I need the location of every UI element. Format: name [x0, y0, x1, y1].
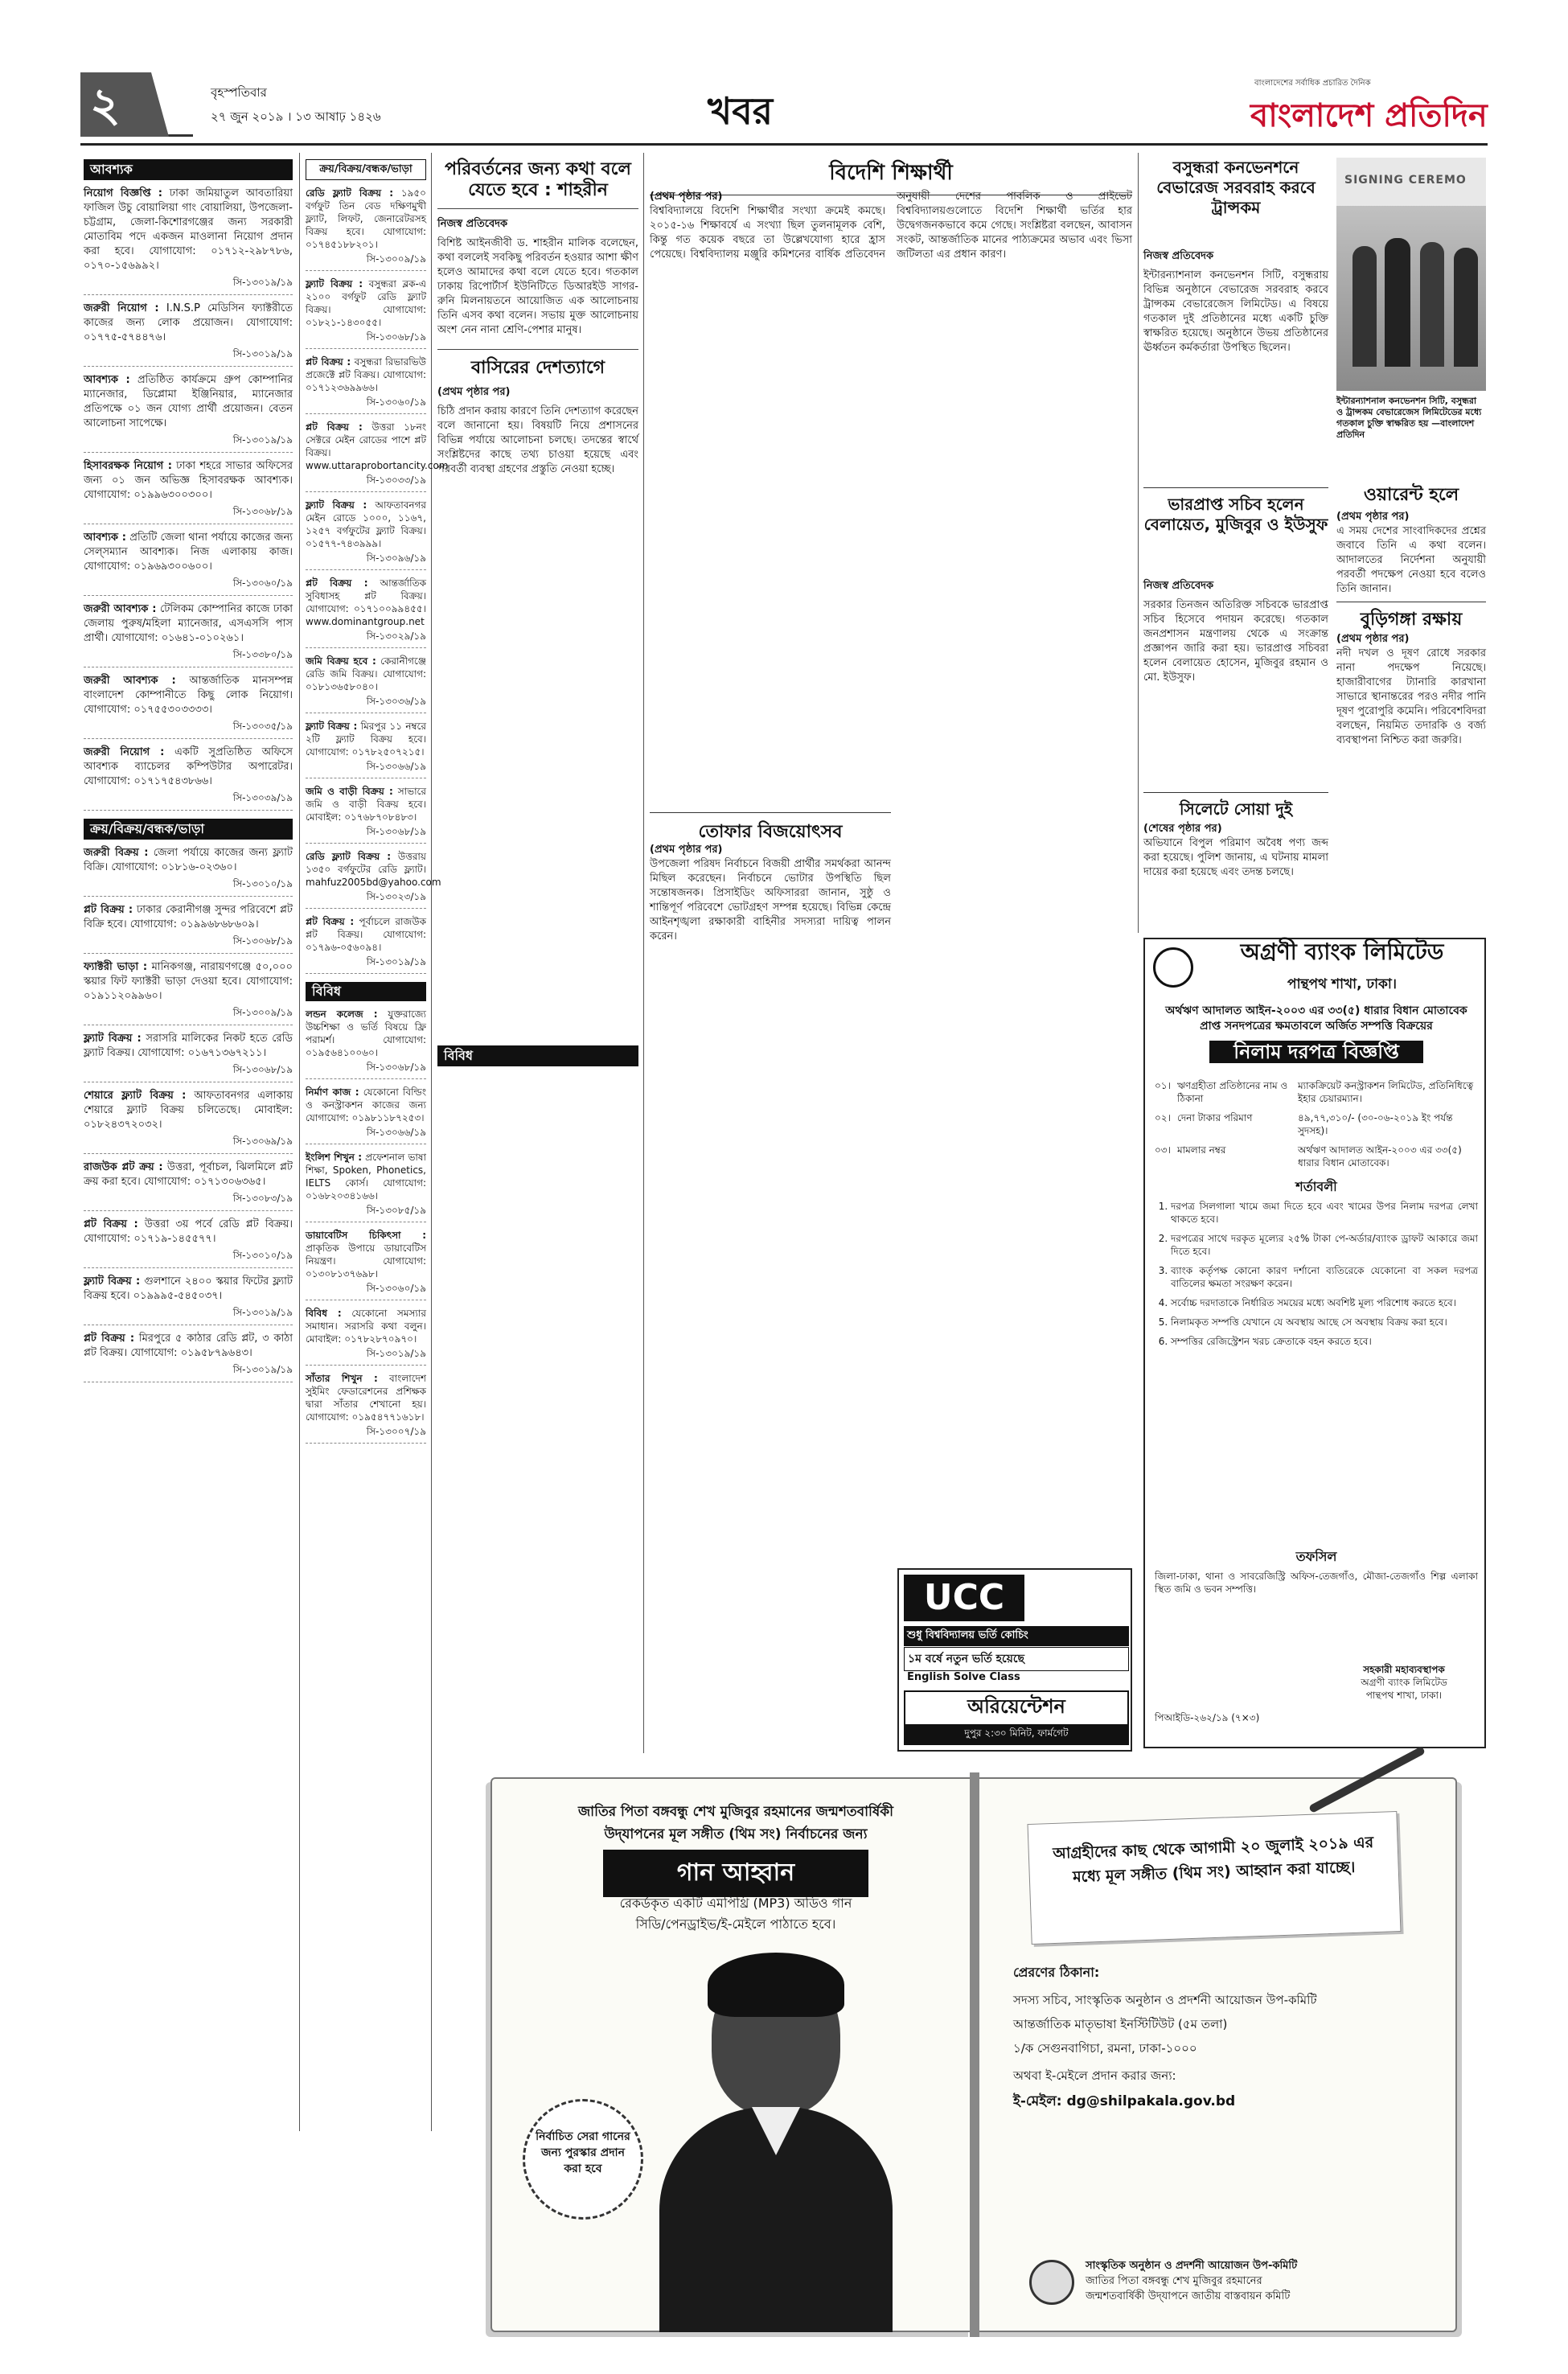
- classified-text: উত্তরা ১৮নং সেক্টরে মেইন রোডের পাশে প্লট বিক্রয়। www.uttaraprobortancity.com: [306, 421, 449, 471]
- classified-ad: [306, 277, 426, 349]
- classified-text: মিরপুরে ৫ কাঠার রেডি প্লট, ৩ কাঠা প্লট বিক্রয়। যোগাযোগ: ০১৯৫৮৭৯৬৪৩।: [84, 1333, 293, 1359]
- article-byline: (প্রথম পৃষ্ঠার পর): [437, 386, 511, 399]
- address-line: ১/ক সেগুনবাগিচা, রমনা, ঢাকা-১০০০: [1013, 2041, 1197, 2056]
- section-heading: আবশ্যক: [84, 159, 293, 180]
- classified-title: প্লট বিক্রয় :: [306, 916, 355, 927]
- conditions-list: [1171, 1200, 1478, 1354]
- classified-title: প্লট বিক্রয় :: [84, 904, 133, 916]
- paper-tagline: বাংলাদেশের সর্বাধিক প্রচারিত দৈনিক: [1254, 79, 1371, 88]
- classified-ref: সি-১৩০১৯/১৯: [232, 277, 293, 288]
- classified-text: প্রতিষ্ঠিত কার্যক্রমে গ্রুপ কোম্পানির ম্যানেজার, ডিপ্লোমা ইঞ্জিনিয়ার, ম্যানেজার প্রতিপক্ষে ০১ জন যোগ্য প্রার্থী প্রয়োজন। বেতন আলোচনা সাপেক্ষে।: [84, 374, 293, 429]
- classified-ref: সি-১৩০৮৩/১৯: [232, 1193, 293, 1204]
- article-byline: নিজস্ব প্রতিবেদক: [1143, 580, 1214, 592]
- classified-text: যেকোনো বিল্ডিং ও কনস্ট্রাকশন কাজের জন্য যোগাযোগ: ০১৯৮১১৮৭২৫৩।: [306, 1086, 426, 1123]
- classified-title: সাঁতার শিখুন :: [306, 1373, 378, 1384]
- classified-title: প্লট বিক্রয় :: [306, 577, 368, 589]
- classified-title: ডায়াবেটিস চিকিৎসা :: [306, 1230, 426, 1241]
- classified-ref: সি-১৩০৬৬/১৯: [366, 761, 426, 772]
- agrani-bank-notice: [1143, 938, 1486, 1748]
- classified-ad: [306, 655, 426, 713]
- ad-banner: গান আহ্বান: [603, 1850, 868, 1897]
- condition-item: 5. নিলামকৃত সম্পত্তি যেখানে যে অবস্থায় আছে সে অবস্থায় বিক্রয় করা হবে।: [1171, 1316, 1478, 1329]
- theme-song-advertisement: [466, 1761, 1486, 2356]
- ucc-line: অরিয়েন্টেশন: [904, 1690, 1129, 1726]
- classified-ad: [84, 903, 293, 954]
- classified-title: শেয়ারে ফ্ল্যাট বিক্রয় :: [84, 1090, 187, 1102]
- classified-list: [306, 1008, 426, 1444]
- classified-text: বসুন্ধরা ব্লক-এ ২১০০ বর্গফুট রেডি ফ্ল্যাট বিক্রয়। যোগাযোগ: ০১৮২১-১৪৩০৫৫।: [306, 278, 426, 328]
- classified-title: জরুরী নিয়োগ :: [84, 302, 159, 314]
- notice-subtitle: অর্থঋণ আদালত আইন-২০০৩ এর ৩৩(৫) ধারার বিধান মোতাবেক প্রাপ্ত সনদপত্রের ক্ষমতাবলে অর্জিত সম্পত্তি বিক্রয়ের: [1165, 1004, 1467, 1033]
- classified-ref: সি-১৩০০৭/১৯: [366, 1426, 426, 1437]
- classified-ad: [306, 1372, 426, 1444]
- classified-ad: [84, 1089, 293, 1154]
- classified-text: আফতাবনগর এলাকায় শেয়ারে ফ্ল্যাট বিক্রয় চলিতেছে। মোবাইল: ০১৮২৪৩৭২০৩২।: [84, 1090, 293, 1131]
- classified-ref: সি-১৩৩৮০/১৯: [232, 649, 293, 660]
- article-headline: ভারপ্রাপ্ত সচিব হলেন বেলায়েত, মুজিবুর ও ইউসুফ: [1143, 487, 1328, 535]
- classified-ad: [84, 302, 293, 367]
- classified-title: প্লট বিক্রয় :: [84, 1218, 138, 1230]
- award-badge: নির্বাচিত সেরা গানের জন্য পুরস্কার প্রদান করা হবে: [523, 2099, 643, 2220]
- classified-text: প্রতিটি জেলা থানা পর্যায়ে কাজের জন্য সেল্‌সম্যান আবশ্যক। নিজ এলাকায় কাজ। যোগাযোগ: ০১৯৬৯৩০০৬০০।: [84, 532, 293, 573]
- classified-text: সাভারে জমি ও বাড়ী বিক্রয় হবে। মোবাইল: ০১৭৬৮৭০৮৪৮৩।: [306, 786, 426, 823]
- classified-ad: [84, 674, 293, 739]
- classified-ref: সি-১৩০৬৮/১৯: [232, 935, 293, 947]
- classified-text: যুক্তরাজ্যে উচ্চশিক্ষা ও ভর্তি বিষয়ে ফ্রি পরামর্শ। যোগাযোগ: ০১৯৫৬৪১০০৬০।: [306, 1008, 426, 1058]
- classified-title: জমি বিক্রয় হবে :: [306, 655, 376, 667]
- section-heading: ক্রয়/বিক্রয়/বন্ধক/ভাড়া: [306, 159, 426, 180]
- masthead-rule: [80, 143, 1488, 146]
- masthead: [0, 0, 1568, 153]
- article-byline: (প্রথম পৃষ্ঠার পর): [1336, 511, 1410, 523]
- election-article-cont: [897, 843, 1132, 1567]
- classified-title: নির্মাণ কাজ :: [306, 1086, 359, 1098]
- article-byline: (প্রথম পৃষ্ঠার পর): [650, 191, 723, 203]
- classified-text: একটি সুপ্রতিষ্ঠিত অফিসে আবশ্যক ব্যাচেলর কম্পিউটার অপারেটর। যোগাযোগ: ০১৭১৭৫৪৩৮৬৬।: [84, 746, 293, 787]
- classified-title: রেডি ফ্ল্যাট বিক্রয় :: [306, 851, 392, 862]
- condition-item: 4. সর্বোচ্চ দরদাতাকে নির্ধারিত সময়ের মধ্যে অবশিষ্ট মূল্য পরিশোধ করতে হবে।: [1171, 1296, 1478, 1309]
- bank-name: অগ্রণী ব্যাংক লিমিটেড: [1240, 939, 1444, 965]
- schedule-text: জিলা-ঢাকা, থানা ও সাবরেজিস্ট্রি অফিস-তেজগাঁও, মৌজা-তেজগাঁও শিল্প এলাকা স্থিত জমি ও ভবন সম্পত্তি।: [1155, 1571, 1478, 1595]
- classified-list: [84, 187, 293, 811]
- classified-ref: সি-১৩০৬০/১৯: [366, 396, 426, 408]
- day-label: বৃহস্পতিবার: [211, 85, 267, 100]
- classified-title: জমি ও বাড়ী বিক্রয় :: [306, 786, 393, 797]
- notice-cell-no: ০১।: [1155, 1080, 1171, 1091]
- classified-title: লন্ডন কলেজ :: [306, 1008, 378, 1020]
- classified-title: ফ্ল্যাট বিক্রয় :: [84, 1033, 142, 1045]
- paper-logo: বাংলাদেশ প্রতিদিন: [1250, 97, 1488, 134]
- classified-ad: [84, 459, 293, 524]
- classified-ad: [306, 577, 426, 648]
- ucc-line: English Solve Class: [907, 1671, 1020, 1683]
- classified-title: ফ্ল্যাট বিক্রয় :: [306, 278, 363, 290]
- column-rule: [1138, 153, 1139, 933]
- photo-caption: ইন্টারন্যাশনাল কনভেনশন সিটি, বসুন্ধরা ও ট্রান্সকম বেভারেজেস লিমিটেডের মধ্যে গতকাল চুক্তি স্বাক্ষরিত হয় —বাংলাদেশ প্রতিদিন: [1336, 396, 1482, 440]
- page-number: ২: [90, 77, 121, 132]
- notice-cell-no: ০২।: [1155, 1112, 1171, 1123]
- article-headline: সিলেটে সোয়া দুই: [1143, 792, 1328, 824]
- classified-text: ঢাকার কেরানীগঞ্জ সুন্দর পরিবেশে প্লট বিক্রি হবে। যোগাযোগ: ০১৯৯৬৮৬৮৬০৯।: [84, 904, 293, 930]
- classified-text: জেলা পর্যায়ে কাজের জন্য ফ্ল্যাট বিক্রি। যোগাযোগ: ০১৮১৬-০২৩৬০।: [84, 847, 293, 873]
- ucc-advertisement[interactable]: [897, 1568, 1132, 1752]
- classified-ref: সি-১৩০৬৯/১৯: [232, 1136, 293, 1147]
- section-heading: বিবিধ: [437, 1045, 638, 1066]
- address-block: [1013, 1988, 1431, 2060]
- classified-ad: [306, 355, 426, 414]
- ad-title: উদ্‌যাপনের মূল সঙ্গীত (থিম সং) নির্বাচনের জন্য: [604, 1826, 868, 1842]
- classified-list: [84, 846, 293, 1382]
- section-title: খবর: [708, 89, 774, 133]
- article-headline: বুড়িগঙ্গা রক্ষায়: [1336, 602, 1486, 635]
- article-body: এ সময় দেশের সাংবাদিকদের প্রশ্নের জবাবে তিনি এ কথা বলেন। আদালতের নির্দেশনা অনুযায়ী পরবর্তী পদক্ষেপ নেওয়া হবে বলেও তিনি জানান।: [1336, 525, 1486, 595]
- classified-text: মিরপুর ১১ নম্বরে ২টি ফ্ল্যাট বিক্রয় হবে। যোগাযোগ: ০১৭৮২৫০৭২১৫।: [306, 721, 426, 758]
- article-headline: ওয়ারেন্ট হলে: [1363, 485, 1459, 505]
- classified-ref: সি-১৩০২৯/১৯: [366, 630, 426, 642]
- classified-ad: [306, 499, 426, 570]
- classified-ad: [84, 1218, 293, 1268]
- email-line[interactable]: ই-মেইল: dg@shilpakala.gov.bd: [1013, 2093, 1236, 2109]
- classified-ad: [306, 1086, 426, 1144]
- classified-text: উত্তরা, পূর্বাচল, ঝিলমিলে প্লট ক্রয় করা হবে। যোগাযোগ: ০১৭১৩০৬৩৬৫।: [84, 1161, 293, 1188]
- classified-ref: সি-১৩০৩৯/১৯: [232, 792, 293, 803]
- classified-ref: সি-১৩০৩৫/১৯: [232, 721, 293, 732]
- notice-cell-value: ৪৯,৭৭,৩১০/- (৩০-০৬-২০১৯ ইং পর্যন্ত সুদসহ)।: [1298, 1112, 1453, 1136]
- classified-text: বসুন্ধরা রিভারভিউ প্রজেক্টে প্লট বিক্রয়। যোগাযোগ: ০১৭১২৩৬৯৯৬৬।: [306, 356, 426, 393]
- classified-ref: সি-১৩০১০/১৯: [232, 878, 293, 889]
- classified-ref: সি-১৩০৩৬/১৯: [366, 696, 426, 707]
- classified-title: ফ্ল্যাট বিক্রয় :: [306, 499, 367, 511]
- article-body: চিঠি প্রদান করায় কারণে তিনি দেশত্যাগ করেছেন বলে জানানো হয়। বিষয়টি নিয়ে প্রশাসনের বিভিন্ন পর্যায়ে আলোচনা চলছে। তদন্তের স্বার্থে সংশ্লিষ্টদের কাছে তথ্য চাওয়া হয়েছে এবং পরবর্তী ব্যবস্থা গ্রহণের প্রস্তুতি নেওয়া হচ্ছে।: [437, 405, 638, 476]
- portrait-image: [643, 1946, 909, 2324]
- column-rule: [299, 153, 300, 2131]
- address-line: আন্তর্জাতিক মাতৃভাষা ইনস্টিটিউট (৫ম তলা): [1013, 2017, 1228, 2031]
- condition-item: 6. সম্পত্তির রেজিস্ট্রেশন খরচ ক্রেতাকে বহন করতে হবে।: [1171, 1335, 1478, 1348]
- buriganga-article: [1336, 632, 1486, 930]
- section-heading: ক্রয়/বিক্রয়/বন্ধক/ভাড়া: [84, 819, 293, 840]
- classified-title: রেডি ফ্ল্যাট বিক্রয় :: [306, 187, 394, 199]
- ucc-logo: UCC: [904, 1575, 1024, 1621]
- notice-title: নিলাম দরপত্র বিজ্ঞপ্তি: [1209, 1041, 1423, 1063]
- article-headline: তোফার বিজয়োৎসব: [650, 812, 891, 848]
- warrant-article: [1336, 510, 1486, 598]
- article-body: বিশিষ্ট আইনজীবী ড. শাহরীন মালিক বলেছেন, কথা বললেই সবকিছু পরিবর্তন হওয়ার আশা ক্ষীণ হলেও আমাদের কথা বলে যেতে হবে। গতকাল ঢাকায় রিপোর্টার্স ইউনিটিতে ডিআরইউ সাগর-রুনি মিলনায়তনে আয়োজিত এক আলোচনায় তিনি এসব কথা বলেন। সভায় মুক্ত আলোচনায় অংশ নেন নানা শ্রেণি-পেশার মানুষ।: [437, 236, 638, 336]
- committee-logo-icon: [1029, 2260, 1074, 2305]
- article-byline: (শেষের পৃষ্ঠার পর): [1143, 823, 1222, 835]
- classified-text: বাংলাদেশ সুইমিং ফেডারেশনের প্রশিক্ষক দ্বারা সাঁতার শেখানো হয়। যোগাযোগ: ০১৯৫৪৭৭১৬১৮।: [306, 1373, 426, 1423]
- secretary-article: [1143, 579, 1328, 788]
- conditions-title: শর্তাবলী: [1295, 1179, 1337, 1194]
- condition-item: 1. দরপত্র সিলগালা খামে জমা দিতে হবে এবং খামের উপর নিলাম দরপত্র লেখা থাকতে হবে।: [1171, 1200, 1478, 1226]
- classified-title: রাজউক প্লট ক্রয় :: [84, 1161, 163, 1173]
- article-byline: নিজস্ব প্রতিবেদক: [437, 217, 508, 230]
- classified-ad: [84, 1160, 293, 1211]
- classified-text: প্রফেশনাল ভাষা শিক্ষা, Spoken, Phonetics, IELTS কোর্স। যোগাযোগ: ০১৬৮২০৩৪১৬৬।: [306, 1152, 426, 1201]
- classified-ad: [306, 850, 441, 909]
- article-body: উপজেলা পরিষদ নির্বাচনে বিজয়ী প্রার্থীর সমর্থকরা আনন্দ মিছিল করেছেন। নির্বাচনে ভোটার উপস্থিতি ছিল সন্তোষজনক। প্রিসাইডিং অফিসাররা জানান, সুষ্ঠু ও শান্তিপূর্ণ পরিবেশে ভোটগ্রহণ সম্পন্ন হয়েছে। বিভিন্ন কেন্দ্রে আইনশৃঙ্খলা রক্ষাকারী বাহিনীর সদস্যরা দায়িত্ব পালন করেন।: [650, 858, 891, 943]
- classified-ref: সি-১৩০১৯/১৯: [366, 956, 426, 967]
- classified-text: উত্তরা ৩য় পর্বে রেডি প্লট বিক্রয়। যোগাযোগ: ০১৭১৯-১৪৫৫৭৭।: [84, 1218, 293, 1245]
- notice-cell-label: ঋণগ্রহীতা প্রতিষ্ঠানের নাম ও ঠিকানা: [1177, 1080, 1288, 1104]
- election-article: [650, 843, 891, 1752]
- article-body: অভিযানে বিপুল পরিমাণ অবৈধ পণ্য জব্দ করা হয়েছে। পুলিশ জানায়, এ ঘটনায় মামলা দায়ের করা হয়েছে এবং তদন্ত চলছে।: [1143, 837, 1328, 878]
- classified-ref: সি-১৩০৬৮/১৯: [366, 331, 426, 343]
- classified-title: ইংলিশ শিখুন :: [306, 1152, 363, 1163]
- classified-title: জরুরী বিক্রয় :: [84, 847, 149, 859]
- date-label: ২৭ জুন ২০১৯ । ১৩ আষাঢ় ১৪২৬: [211, 109, 381, 124]
- classified-text: উত্তরায় ১৩৫০ বর্গফুটের রেডি ফ্ল্যাট। mahfuz2005bd@yahoo.com: [306, 851, 441, 888]
- classified-ad: [306, 720, 426, 778]
- notice-table: [1155, 1079, 1478, 1176]
- classified-text: ঢাকা শহরে সাভার অফিসের জন্য ০১ জন অভিজ্ঞ হিসাবরক্ষক আবশ্যক। যোগাযোগ: ০১৯৯৬৩০০৩০০।: [84, 460, 293, 501]
- classified-text: গুলশানে ২৪০০ স্কয়ার ফিটের ফ্ল্যাট বিক্রয় হবে। ০১৯৯৯৫-৫৪৫০৩৭।: [84, 1275, 293, 1302]
- article-headline: বিদেশি শিক্ষার্থী: [650, 153, 1132, 195]
- classified-title: নিয়োগ বিজ্ঞপ্তি :: [84, 187, 162, 199]
- classified-text: পূর্বাচলে রাজউক প্লট বিক্রয়। যোগাযোগ: ০১৭৯৬-০৫৬০৯৪।: [306, 916, 426, 953]
- classified-text: সরাসরি মালিকের নিকট হতে রেডি ফ্ল্যাট বিক্রয়। যোগাযোগ: ০১৬৭১৩৬৭২১১।: [84, 1033, 293, 1059]
- classified-text: ১৯৫০ বর্গফুট তিন বেড দক্ষিণমুখী ফ্ল্যাট, লিফট, জেনারেটরসহ বিক্রয় হবে। যোগাযোগ: ০১৭৪৫১৮৮২০১।: [306, 187, 426, 250]
- classified-ref: সি-১৩০৯৬/১৯: [366, 552, 426, 564]
- classified-text: আন্তর্জাতিক সুবিধাসহ প্লট বিক্রয়। যোগাযোগ: ০১৭১০০৯৯৪৫৫। www.dominantgroup.net: [306, 577, 426, 627]
- classified-ad: [84, 373, 293, 453]
- article-headline: বসুন্ধরা কনভেনশনে বেভারেজ সরবরাহ করবে ট্রান্সকম: [1156, 158, 1316, 217]
- classified-text: ঢাকা জমিয়াতুল আবতারিয়া ফাজিল উচু বোয়ালিয়া গাং বোয়ালিয়া, উপজেলা-চট্টগ্রাম, জেলা-কিশোরগঞ্জের জন্য সরকারী মোতাবিম পদে একজন মাওলানা নিয়োগ প্রদান করা হবে। যোগাযোগ: ০১৭১২-২৯৮৭৮৬, ০১৭০-১৫৬৯৯২।: [84, 187, 293, 272]
- classified-text: কেরানীগঞ্জে রেডি জমি বিক্রয়। যোগাযোগ: ০১৮১৩৬৫৮০৪০।: [306, 655, 426, 692]
- or-line: অথবা ই-মেইলে প্রদান করার জন্য:: [1013, 2068, 1176, 2083]
- classified-ad: [306, 915, 426, 974]
- page-number-badge: [80, 72, 193, 137]
- classifieds-column-1: [84, 159, 293, 2121]
- committee-footer: সাংস্কৃতিক অনুষ্ঠান ও প্রদর্শনী আয়োজন উপ-কমিটি জাতির পিতা বঙ্গবন্ধু শেখ মুজিবুর রহমানের জন্মশতবার্ষিকী উদ্‌যাপনে জাতীয় বাস্তবায়ন কমিটি: [1086, 2260, 1298, 2302]
- classified-text: টেলিকম কোম্পানির কাজে ঢাকা জেলায় পুরুষ/মহিলা ম্যানেজার, এসএসসি পাস প্রার্থী। যোগাযোগ: ০১৬৪১-০১০২৬১।: [84, 603, 293, 644]
- classified-text: যেকোনো সমস্যার সমাধান। সরাসরি কথা বলুন। মোবাইল: ০১৭৮২৮৭০৯৭০।: [306, 1308, 426, 1345]
- article-byline: নিজস্ব প্রতিবেদক: [1143, 250, 1214, 262]
- classified-title: বিবিধ :: [306, 1308, 342, 1319]
- classified-ad: [84, 846, 293, 897]
- bank-logo-icon: [1153, 947, 1193, 988]
- classified-ad: [306, 1229, 426, 1300]
- classified-title: ফ্যাক্টরী ভাড়া :: [84, 961, 148, 973]
- classified-title: ফ্ল্যাট বিক্রয় :: [84, 1275, 141, 1288]
- classified-title: হিসাবরক্ষক নিয়োগ :: [84, 460, 172, 472]
- article-column-3: [437, 159, 638, 1044]
- classified-ad: [306, 1307, 426, 1366]
- classified-title: প্লট বিক্রয় :: [84, 1333, 135, 1345]
- sylhet-article: [1143, 822, 1328, 926]
- classified-ref: সি-১৩০৬৬/১৯: [366, 1127, 426, 1138]
- classified-title: আবশ্যক :: [84, 532, 126, 544]
- classified-ref: সি-১৩০১৯/১৯: [232, 1307, 293, 1318]
- article-byline: (প্রথম পৃষ্ঠার পর): [650, 844, 723, 856]
- classified-ad: [84, 1275, 293, 1325]
- book-spine: [970, 1772, 979, 2337]
- classified-title: জরুরী আবশ্যক :: [84, 675, 176, 687]
- notice-cell-label: মামলার নম্বর: [1177, 1144, 1226, 1156]
- classified-ad: [84, 602, 293, 667]
- condition-item: 3. ব্যাংক কর্তৃপক্ষ কোনো কারণ দর্শানো ব্যতিরেকে যেকোনো বা সকল দরপত্র বাতিলের ক্ষমতা সংরক্ষণ করেন।: [1171, 1264, 1478, 1290]
- classified-title: আবশ্যক :: [84, 374, 130, 386]
- classified-ref: সি-১৩০৬৮/১৯: [232, 506, 293, 517]
- notice-row: [1155, 1079, 1478, 1105]
- classified-text: আফতাবনগর মেইন রোডে ১০০০, ১১৬৭, ১২৫৭ বর্গফুটের ফ্ল্যাট বিক্রয়। ০১৫৭৭-৭৪৩৯৯৯।: [306, 499, 426, 549]
- classified-ad: [84, 745, 293, 811]
- classified-title: ফ্ল্যাট বিক্রয় :: [306, 721, 358, 732]
- notice-cell-label: দেনা টাকার পরিমাণ: [1177, 1112, 1253, 1123]
- photo-sign-text: SIGNING CEREMO: [1344, 174, 1467, 187]
- classified-ref: সি-১৩০১৯/১৯: [232, 434, 293, 446]
- ad-line: রেকর্ডকৃত একটি এমপিথ্রি (MP3) অডিও গান: [619, 1896, 852, 1911]
- bashundhara-article: [1143, 249, 1328, 483]
- condition-item: 2. দরপত্রের সাথে দরকৃত মূল্যের ২৫% টাকা পে-অর্ডার/ব্যাংক ড্রাফট আকারে জমা দিতে হবে।: [1171, 1232, 1478, 1258]
- address-line: সদস্য সচিব, সাংস্কৃতিক অনুষ্ঠান ও প্রদর্শনী আয়োজন উপ-কমিটি: [1013, 1993, 1317, 2007]
- ad-line: সিডি/পেনড্রাইভ/ই-মেইলে পাঠাতে হবে।: [635, 1916, 836, 1932]
- column-rule: [431, 153, 432, 2131]
- classified-ad: [84, 1332, 293, 1382]
- classified-title: জরুরী আবশ্যক :: [84, 603, 157, 615]
- article-body: সরকার তিনজন অতিরিক্ত সচিবকে ভারপ্রাপ্ত সচিব হিসেবে পদায়ন করেছে। গতকাল জনপ্রশাসন মন্ত্রণালয় থেকে এ সংক্রান্ত প্রজ্ঞাপন জারি করা হয়। ভারপ্রাপ্ত সচিবরা হলেন বেলায়েত হোসেন, মুজিবুর রহমান ও মো. ইউসুফ।: [1143, 599, 1328, 684]
- classified-ad: [306, 421, 449, 492]
- classified-ref: সি-১৩০৬৮/১৯: [366, 1062, 426, 1073]
- classified-title: প্লট বিক্রয় :: [306, 356, 351, 368]
- classified-ref: সি-১৩০১০/১৯: [232, 1250, 293, 1261]
- classified-text: প্রাকৃতিক উপায়ে ডায়াবেটিস নিয়ন্ত্রণ। যোগাযোগ: ০১৩০৮১৩৭৬৯৮।: [306, 1242, 426, 1279]
- article-headline: পরিবর্তনের জন্য কথা বলে যেতে হবে : শাহরীন: [437, 159, 638, 209]
- article-body: ইন্টারন্যাশনাল কনভেনশন সিটি, বসুন্ধরায় বিভিন্ন অনুষ্ঠানে বেভারেজ সরবরাহ করবে ট্রান্সকম বেভারেজেস লিমিটেড। এ বিষয়ে গতকাল দুই প্রতিষ্ঠানের মধ্যে একটি চুক্তি স্বাক্ষরিত হয়েছে। অনুষ্ঠানে উভয় প্রতিষ্ঠানের ঊর্ধ্বতন কর্মকর্তারা উপস্থিত ছিলেন।: [1143, 269, 1328, 354]
- classified-ad: [306, 1008, 426, 1079]
- address-title: প্রেরণের ঠিকানা:: [1013, 1965, 1100, 1980]
- news-photo: [1336, 158, 1486, 391]
- ucc-line: ১ম বর্ষে নতুন ভর্তি হয়েছে: [904, 1647, 1129, 1671]
- classified-title: জরুরী নিয়োগ :: [84, 746, 165, 758]
- column-rule: [643, 153, 644, 1753]
- ucc-line: দুপুর ২:৩০ মিনিট, ফার্মগেট: [904, 1724, 1129, 1745]
- classified-ref: সি-১৩০৬০/১৯: [232, 577, 293, 589]
- section-heading: বিবিধ: [306, 982, 426, 1001]
- classified-ad: [84, 187, 293, 295]
- classifieds-column-2: [306, 159, 449, 2121]
- classified-ref: সি-১৩০০৯/১৯: [232, 1007, 293, 1018]
- notice-ref: পিআইডি-২৬২/১৯ (৭×৩): [1155, 1712, 1260, 1723]
- bank-branch: পান্থপথ শাখা, ঢাকা।: [1287, 976, 1397, 992]
- classified-ref: সি-১৩০১৯/১৯: [232, 1364, 293, 1375]
- notice-cell-no: ০৩।: [1155, 1144, 1171, 1156]
- classified-ad: [306, 1151, 426, 1222]
- bibidh-box: [437, 1045, 638, 1753]
- classified-ref: সি-১৩০০৯/১৯: [366, 253, 426, 265]
- classified-ad: [306, 785, 426, 844]
- classified-ad: [306, 187, 426, 271]
- classified-text: আন্তর্জাতিক মানসম্পন্ন বাংলাদেশ কোম্পানীতে কিছু লোক নিয়োগ। যোগাযোগ: ০১৭৫৫৩০৩৩৩৩।: [84, 675, 293, 716]
- ucc-line: শুধু বিশ্ববিদ্যালয় ভর্তি কোচিং: [904, 1626, 1129, 1646]
- notice-row: [1155, 1111, 1478, 1137]
- classified-ad: [84, 960, 293, 1025]
- foreign-students-article: [650, 190, 1132, 809]
- classified-title: প্লট বিক্রয় :: [306, 421, 363, 433]
- classified-text: I.N.S.P মেডিসিন ফ্যাক্টরীতে কাজের জন্য লোক প্রয়োজন। যোগাযোগ: ০১৭৭৫-৫৭৪৪৭৬।: [84, 302, 293, 343]
- signature: সহকারী মহাব্যবস্থাপক অগ্রণী ব্যাংক লিমিটেড পান্থপথ শাখা, ঢাকা।: [1361, 1664, 1447, 1701]
- notice-row: [1155, 1144, 1478, 1169]
- classified-ref: সি-১৩০২৩/১৯: [366, 891, 426, 902]
- schedule-title: তফসিল: [1295, 1549, 1337, 1564]
- classified-ref: সি-১৩০৮৫/১৯: [366, 1205, 426, 1216]
- classified-list: [306, 187, 449, 974]
- classified-ref: সি-১৩০৬৮/১৯: [366, 826, 426, 837]
- classified-ref: সি-১৩০৩৩/১৯: [366, 474, 426, 486]
- classified-ref: সি-১৩০১৯/১৯: [366, 1348, 426, 1359]
- ad-title: জাতির পিতা বঙ্গবন্ধু শেখ মুজিবুর রহমানের জন্মশতবার্ষিকী: [577, 1804, 894, 1820]
- article-body: নদী দখল ও দূষণ রোধে সরকার নানা পদক্ষেপ নিয়েছে। হাজারীবাগের ট্যানারি কারখানা সাভারে স্থানান্তরের পরও নদীর পানি দূষণ পুরোপুরি কমেনি। পরিবেশবিদরা বলছেন, নিয়মিত তদারকি ও বর্জ্য ব্যবস্থাপনা নিশ্চিত করা জরুরি।: [1336, 647, 1486, 746]
- classified-ref: সি-১৩০৬৮/১৯: [232, 1064, 293, 1075]
- notice-cell-value: ম্যাকক্রিয়েট কনস্ট্রাকশন লিমিটেড, প্রতিনিধিত্বে ইহার চেয়ারম্যান।: [1298, 1080, 1474, 1104]
- article-headline: বাসিরের দেশত্যাগে: [470, 357, 605, 378]
- article-body: বিশ্ববিদ্যালয়ে বিদেশি শিক্ষার্থীর সংখ্যা ক্রমেই কমছে। ২০১৫-১৬ শিক্ষাবর্ষে এ সংখ্যা ছিল তুলনামূলক বেশি, কিন্তু গত কয়েক বছরে তা উল্লেখযোগ্য হারে হ্রাস পেয়েছে। বিশ্ববিদ্যালয় মঞ্জুরি কমিশনের বার্ষিক প্রতিবেদন অনুযায়ী দেশের পাবলিক ও প্রাইভেট বিশ্ববিদ্যালয়গুলোতে বিদেশি শিক্ষার্থী ভর্তির হার উদ্বেগজনকভাবে কমে গেছে। সংশ্লিষ্টরা বলছেন, আবাসন সংকট, আন্তর্জাতিক মানের পাঠ্যক্রমের অভাব এবং ভিসা জটিলতা এর প্রধান কারণ।: [650, 191, 1132, 261]
- classified-ref: সি-১৩০৬০/১৯: [366, 1283, 426, 1294]
- classified-ref: সি-১৩০১৯/১৯: [232, 348, 293, 359]
- classified-ad: [84, 531, 293, 596]
- article-byline: (প্রথম পৃষ্ঠার পর): [1336, 633, 1410, 645]
- note-card: আগ্রহীদের কাছ থেকে আগামী ২০ জুলাই ২০১৯ এর মধ্যে মূল সঙ্গীত (থিম সং) আহ্বান করা যাচ্ছে।: [1028, 1811, 1402, 1945]
- classified-text: মানিকগঞ্জ, নারায়ণগঞ্জে ৫০,০০০ স্কয়ার ফিট ফ্যাক্টরী ভাড়া দেওয়া হবে। যোগাযোগ: ০১৯১১২০৯৯৬০।: [84, 961, 293, 1002]
- classified-ad: [84, 1032, 293, 1082]
- notice-cell-value: অর্থঋণ আদালত আইন-২০০৩ এর ৩৩(৫) ধারার বিধান মোতাবেক।: [1298, 1144, 1462, 1169]
